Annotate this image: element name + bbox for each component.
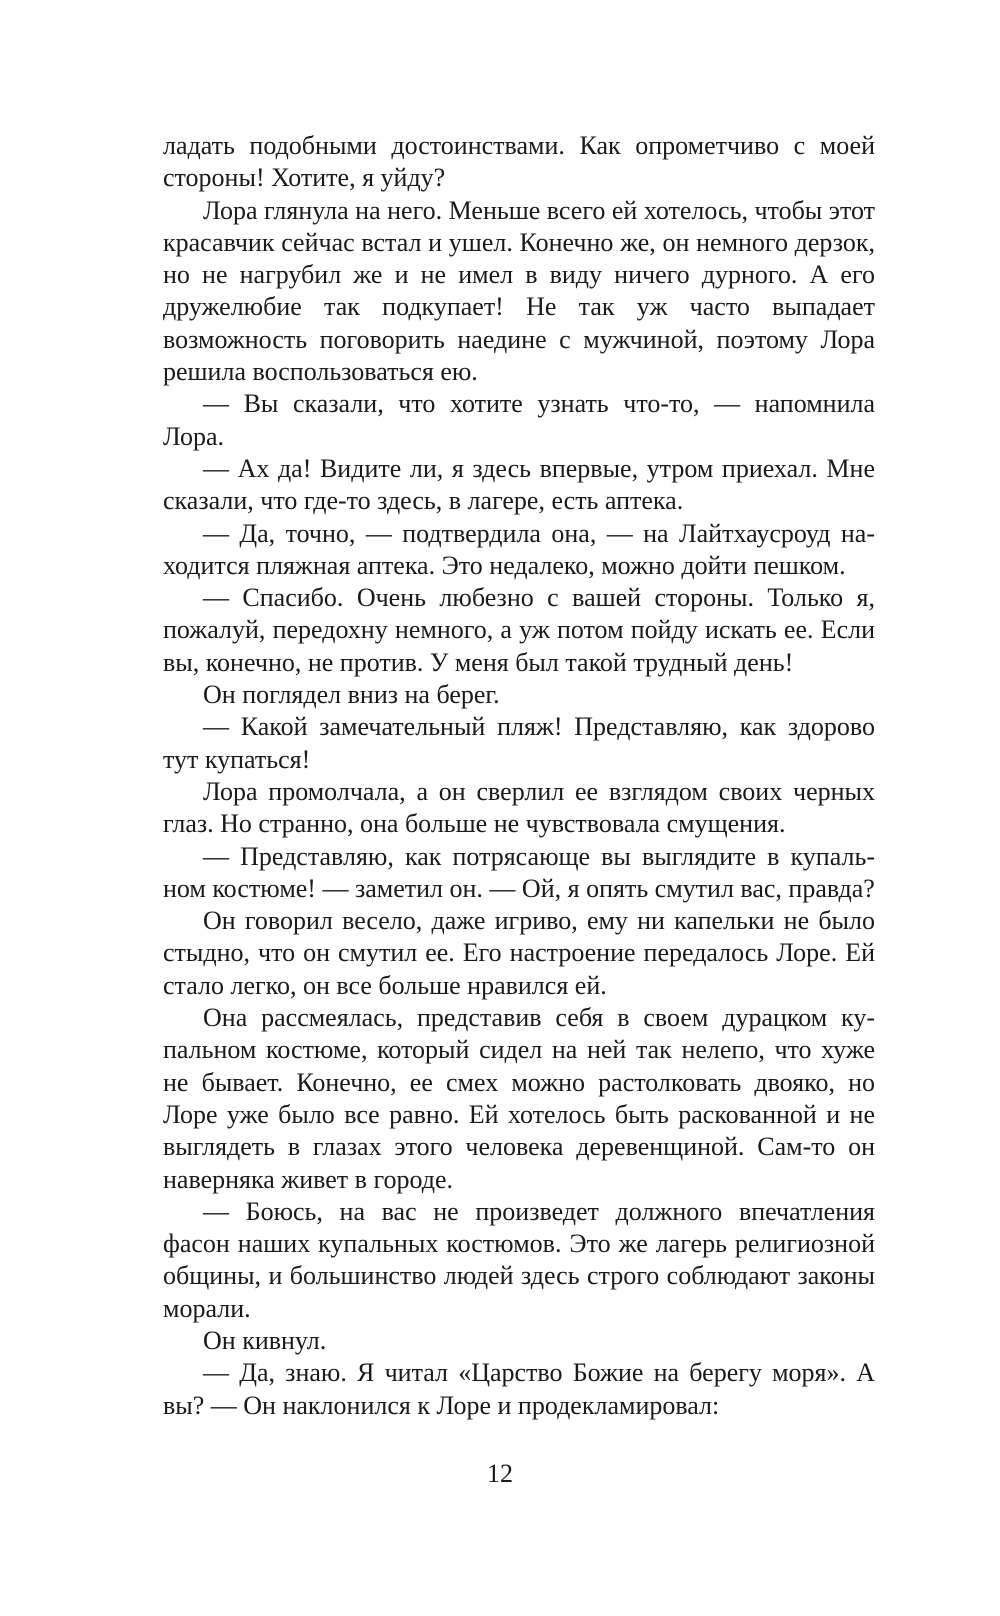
paragraph-4: — Ах да! Видите ли, я здесь впервые, утром приехал. Мне сказали, что где-то здесь, в лагере, есть аптека. [163, 453, 875, 516]
page-body-text [163, 130, 875, 1422]
paragraph-15: — Да, знаю. Я читал «Царство Божие на берегу моря». А вы? — Он наклонился к Лоре и продекламировал: [163, 1358, 875, 1420]
paragraph-12: Она рассмеялась, представив себя в своем дурацком купальном костюме, который сидел на ней так нелепо, что хуже не бывает. Конечно, ее смех можно растолковать двояко, но Лоре уже было все равно. Ей хотелось быть раскованной и не выглядеть в глазах этого человека деревенщиной. Сам-то он наверняка живет в городе. [163, 1003, 875, 1194]
paragraph-13: — Боюсь, на вас не произведет должного впечатления фасон наших купальных костюмов. Это же лагерь религиозной общины, и большинство людей здесь строго соблюдают законы морали. [163, 1196, 875, 1323]
paragraph-14: Он кивнул. [203, 1325, 327, 1355]
paragraph-7: Он поглядел вниз на берег. [203, 680, 500, 710]
paragraph-9: Лора промолчала, а он сверлил ее взглядом своих черных глаз. Но странно, она больше не чувствовала смущения. [163, 776, 875, 839]
paragraph-10: — Представляю, как потрясающе вы выглядите в купальном костюме! — заметил он. — Ой, я опять смутил вас, правда? [163, 841, 875, 903]
paragraph-2: Лора глянула на него. Меньше всего ей хотелось, чтобы этот красавчик сейчас встал и ушел. Конечно же, он немного дерзок, но не нагрубил же и не имел в виду ничего дурного. А его дружелюбие так подкупает! Не так уж часто выпадает возможность поговорить наедине с мужчиной, поэтому Лора решила воспользоваться ею. [163, 195, 875, 387]
paragraph-1: ладать подобными достоинствами. Как опрометчиво с моей стороны! Хотите, я уйду? [163, 131, 875, 193]
paragraph-6: — Спасибо. Очень любезно с вашей стороны. Только я, пожалуй, передохну немного, а уж потом пойду искать ее. Если вы, конечно, не против. У меня был такой трудный день! [163, 583, 875, 677]
paragraph-11: Он говорил весело, даже игриво, ему ни капельки не было стыдно, что он смутил ее. Его настроение передалось Лоре. Ей стало легко, он все больше нравился ей. [163, 906, 875, 1000]
page-number: 12 [487, 1459, 513, 1488]
paragraph-8: — Какой замечательный пляж! Представляю, как здорово тут купаться! [163, 712, 875, 774]
paragraph-5: — Да, точно, — подтвердила она, — на Лайтхаусроуд находится пляжная аптека. Это недалеко, можно дойти пешком. [163, 518, 875, 580]
paragraph-3: — Вы сказали, что хотите узнать что-то, — напомнила Лора. [163, 389, 875, 451]
